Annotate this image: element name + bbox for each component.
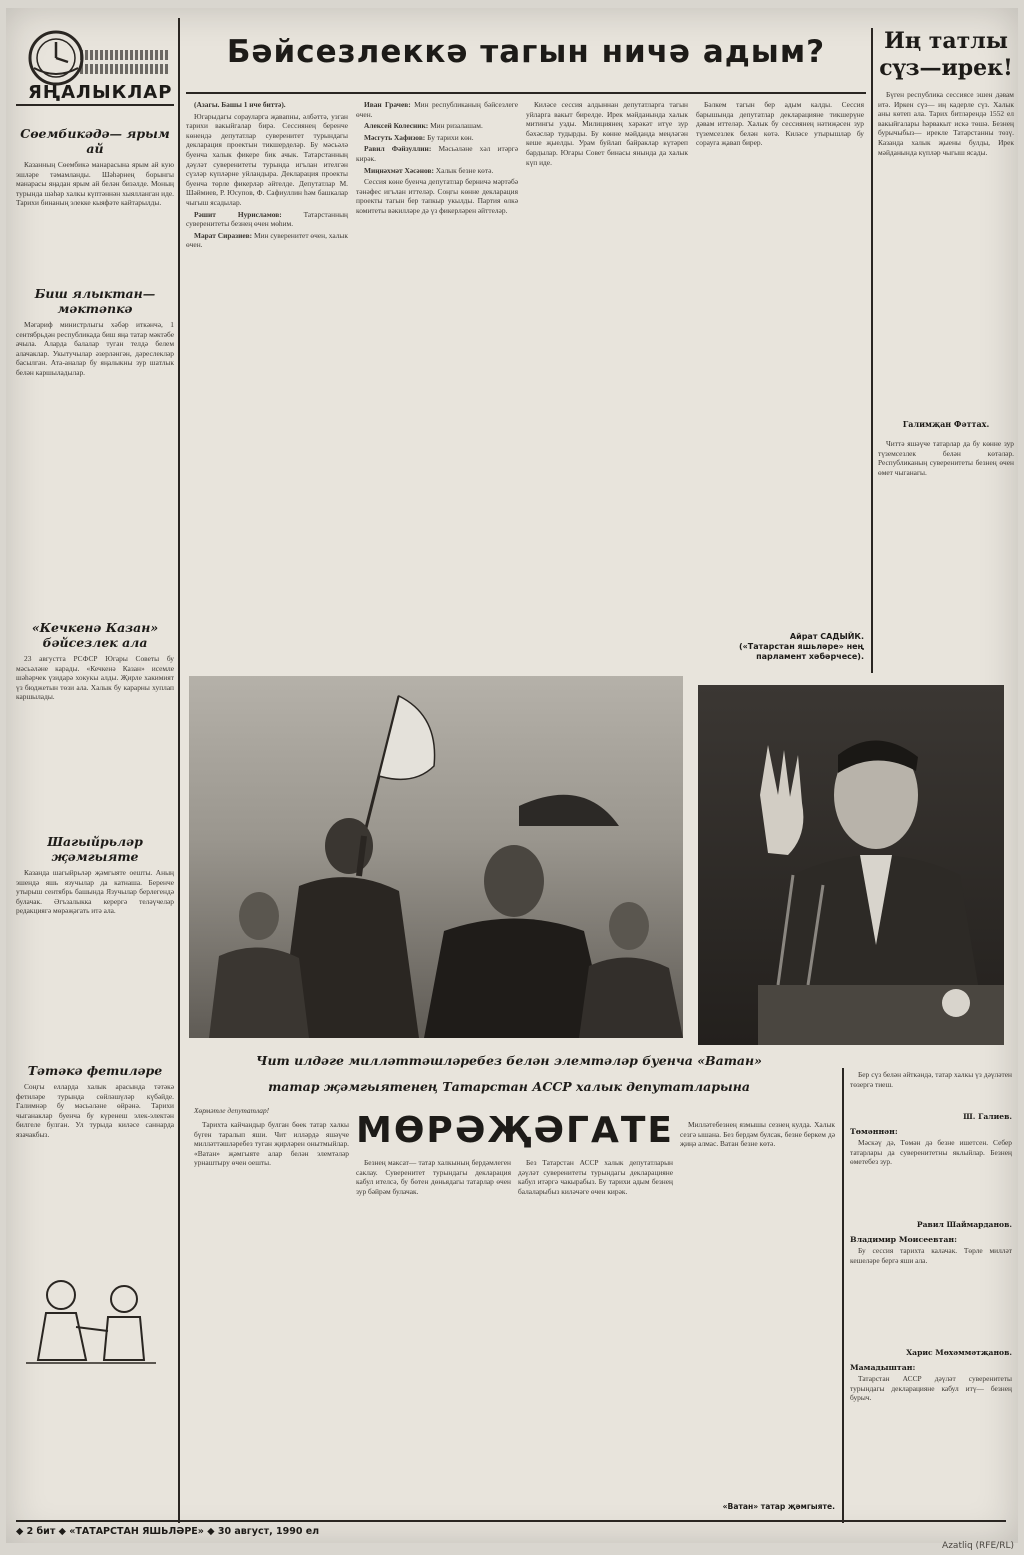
speaker-text: Бу тарихи көн. (427, 132, 474, 142)
appeal-greeting: Хөрмәтле депутатлар! (194, 1106, 270, 1115)
item-text: Соңгы елларда халык арасында тәтәкә фетиләре турында сөйләшүләр күбәйде. Галимнәр бу мәсьәләне өйрәнә. Тарихи чыганаклар буенча бу күренеш элек-электән билгеле булган. Ул турыда киләсе саннарда язачакбыз. (16, 1082, 174, 1139)
item-text: Казанда шагыйрьләр җәмгыяте оешты. Аның эшендә яшь язучылар да катнаша. Беренче утырыш сентябрь башында Язучылар берлегендә булачак. Әгъзалыкка керергә теләүчеләр редакциягә мөрәҗәгать итә ала. (16, 868, 174, 916)
speaker-name: Иван Грачев: (364, 100, 411, 109)
left-column (16, 22, 174, 1379)
right-bottom-column (850, 1070, 1012, 1474)
speaker-text: Халык безне көтә. (435, 165, 494, 175)
photo-caption (189, 1048, 829, 1100)
main-headline: Бәйсезлеккә тагын ничә адым? (226, 34, 826, 70)
footer-rule (16, 1520, 1006, 1522)
speaker-photo-image (698, 685, 1004, 1045)
article-text: Югарыдагы сорауларга җавапны, әлбәттә, узган тарихи вакыйгалар бирә. Сессиянең беренче көнендә депутатлар суверенитет турындагы декларация проектын тикшерделәр. Бу мәсьәлә буенча халык фикере бик ачык. Татарстанның дәүләт суверенитеты турында игълан ителгән сүзләр күпләрне уйландыра. Декларация проекты буенча төрле фикерләр әйтелде. Депутатлар М. Шәймиев, Р. Юсупов, Ф. Сафиуллин һәм башкалар чыгыш ясадылар. (186, 111, 348, 207)
appeal-col-1: Тарихта кайчандыр булган бөек татар халкы бүген таралып яши. Чит илләрдә яшәүче милләттәшләребез туган җирләрен онытмыйлар. «Ватан» җәмгыяте алар белән элемтәләр урнаштыру өчен оешты. (194, 1120, 349, 1168)
cartoon-illustration (16, 1265, 166, 1375)
article-text: Сессия көне буенча депутатлар берничә мәртәбә тәнәфес игълан иттеләр. Соңгы көнне декларация проекты тагын бер тапкыр укылды. Партия өлкә комитеты вәкилләре дә үз фикерләрен әйттеләр. (356, 177, 518, 215)
item-heading: Сөембикәдә— ярым ай (20, 126, 170, 156)
appeal-col-3: Без Татарстан АССР халык депутатларын дәүләт суверенитеты турындагы декларацияне кабул итәргә чакырабыз. Бу тарихи адым безнең балаларыбыз киләчәге өчен кирәк. (518, 1158, 673, 1196)
caption-line-1: Чит илдәге милләттәшләребез белән элемтәләр буенча «Ватан» (256, 1053, 762, 1068)
speaker-name: Миңнәхмәт Хәсәнов: (364, 165, 434, 175)
appeal-title: МӨРӘҖӘГАТЕ (356, 1110, 674, 1151)
main-article-col-3 (526, 100, 688, 660)
speaker-name: Алексей Колесник: (364, 121, 429, 131)
item-text: 23 августта РСФСР Югары Советы бу мәсьәләне карады. «Кечкенә Казан» исемле шәһәрчек үзидарә хокукы алды. Җирле хакимият үз бюджетын төзи ала. Халык бу карарны хуплап каршылады. (16, 654, 174, 702)
article-text: Киләсе сессия алдыннан депутатларга тагын уйларга вакыт бирелде. Ирек мәйданында халык митингы узды. Милициянең хәрәкәт итүе зур бәхәсләр тудырды. Бу көнне мәйданда меңләгән кеше җыелды. Урам буйлап байраклар күтәреп бардылар. Югары Совет бинасы янында да халык күп иде. (526, 100, 688, 167)
column-rule-right (871, 28, 873, 673)
left-item-5 (16, 1063, 174, 1257)
rb-text-4: Татарстан АССР дәүләт суверенитеты турындагы декларацияне кабул итү— безнең бурыч. (850, 1374, 1012, 1403)
rally-photo-image (189, 676, 683, 1038)
speaker-name: Равил Фәйзуллин: (364, 144, 432, 154)
right-column (878, 28, 1014, 619)
appeal-col-4: Милләтебезнең язмышы сезнең кулда. Халык сезгә ышана. Без бердәм булсак, безне беркем дә җиңә алмас. Ватан безне көтә. (680, 1120, 835, 1149)
main-article-col-1 (186, 100, 348, 660)
article-text: Бәлкем тагын бер адым калды. Сессия барышында депутатлар декларацияне тикшерүне дәвам иттеләр. Халык бу сессиянең нәтиҗәсен зур түземсезлек белән көтә. Киләсе утырышлар бу сорауга җавап бирер. (696, 100, 864, 148)
photo-credit: Azatliq (RFE/RL) (942, 1541, 1014, 1551)
continuation-note: (Азагы. Башы 1 нче биттә). (194, 100, 286, 109)
headline-rule (186, 92, 866, 94)
rb-heading-4: Мамадыштан: (850, 1363, 916, 1372)
rb-heading-2: Төмәннән: (850, 1127, 898, 1136)
article-signature-block (696, 632, 864, 662)
masthead (16, 22, 174, 106)
item-heading: «Кечкенә Казан» бәйсезлек ала (31, 620, 159, 650)
item-heading: Шагыйрьләр җәмгыяте (47, 834, 143, 864)
masthead-title: ЯҢАЛЫКЛАР (28, 82, 173, 103)
rb-text-2: Мәскәү дә, Төмән дә безне ишетсен. Себер татарлары да суверенитетны яклыйлар. Безнең өметебез зур. (850, 1138, 1012, 1167)
left-item-2 (16, 286, 174, 610)
newspaper-page (6, 8, 1018, 1543)
speaker-name: Марат Сиразиев: (194, 230, 253, 240)
left-item-3 (16, 620, 174, 824)
column-rule-left (178, 18, 180, 1523)
left-item-4 (16, 834, 174, 1053)
item-text: Мәгариф министрлыгы хәбәр иткәнчә, 1 сентябрьдән республикада биш яңа татар мәктәбе ачыла. Аларда балалар туган телдә белем алачаклар. Укытучылар әзерләнгән, дәреслекләр басылган. Ата-аналар бу яңалыкны зур шатлык белән каршыладылар. (16, 320, 174, 377)
item-heading: Тәтәкә фетиләре (27, 1063, 163, 1078)
masthead-decor (80, 50, 170, 60)
clock-globe-icon (26, 28, 86, 88)
speaker-text: Татарстанның суверенитеты безнең өчен мөһим. (186, 209, 348, 229)
appeal-signature: «Ватан» татар җәмгыяте. (722, 1502, 835, 1511)
right-article-text-2: Читтә яшәүче татарлар да бу көнне зур түземсезлек белән көтәләр. Республиканың суверенитеты безнең өчен өмет чыганагы. (878, 439, 1014, 477)
main-article-col-2 (356, 100, 518, 660)
rb-signature-3: Харис Мөхәммәтҗанов. (906, 1348, 1012, 1357)
rally-photo (189, 676, 683, 1038)
article-signature-note: («Татарстан яшьләре» нең парламент хәбәрчесе). (738, 642, 864, 661)
rb-signature-2: Равил Шаймарданов. (916, 1220, 1012, 1229)
rb-text-3: Бу сессия тарихта калачак. Төрле милләт кешеләре бергә яши ала. (850, 1246, 1012, 1265)
appeal-col-2: Безнең максат— татар халкының бердәмлеген саклау. Суверенитет турындагы декларация кабул ителсә, бу бөтен дөньядагы татарлар өчен зур бәйрәм булачак. (356, 1158, 511, 1196)
column-rule-bottom-right (842, 1068, 844, 1523)
item-heading: Биш ялыктан— мәктәпкә (34, 286, 156, 316)
caption-line-2: татар җәмгыятенең Татарстан АССР халык депутатларына (268, 1079, 750, 1094)
speaker-name: Рәшит Нурисламов: (194, 209, 282, 219)
rb-text: Бер сүз белән әйткәндә, татар халкы үз дәүләтен төзергә тиеш. (850, 1070, 1012, 1089)
speaker-text: Мин суверенитет өчен, халык өчен. (186, 230, 348, 250)
article-signature: Айрат САДЫЙК. (789, 632, 864, 641)
left-item-1 (16, 126, 174, 278)
page-footer: ◆ 2 бит ◆ «ТАТАРСТАН ЯШЬЛӘРЕ» ◆ 30 август, 1990 ел (16, 1526, 320, 1537)
rb-heading-3: Владимир Моисеевтан: (850, 1235, 958, 1244)
right-article-text: Бүген республика сессиясе эшен дәвам итә. Иркен сүз— иң кадерле сүз. Халык аны көтеп ала. Тарих битләрендә 1552 ел вакыйгалары һәрвакыт искә төшә. Безнең бурычыбыз— ирекле Татарстанны төзү. Казанда халык җыены булды, Ирек мәйданында күпләр чыгыш ясады. (878, 90, 1014, 157)
right-headline: Иң татлы сүз—ирек! (879, 28, 1013, 81)
speaker-text: Мәсьәләне хәл итәргә кирәк. (356, 144, 518, 163)
speaker-name: Мәсгуть Хафизов: (364, 132, 426, 142)
item-text: Казанның Сөембикә манарасына ярым ай кую эшләре тәмамланды. Шәһәрнең борынгы манарасы яңадан ярым ай белән бизәлде. Моның турында шәһәр халкы күптәннән хыялланган иде. Тарихи бинаның элекке кыяфәте кайтарылды. (16, 160, 174, 208)
right-signature: Галимҗан Фәттах. (902, 419, 990, 429)
masthead-decor (80, 64, 170, 74)
speaker-text: Мин республиканың бәйсезлеге өчен. (356, 100, 518, 119)
main-article-col-4 (696, 100, 864, 628)
speaker-text: Мин ризалашам. (430, 121, 483, 131)
rb-signature-1: Ш. Галиев. (963, 1112, 1012, 1121)
speaker-photo (698, 685, 1004, 1045)
